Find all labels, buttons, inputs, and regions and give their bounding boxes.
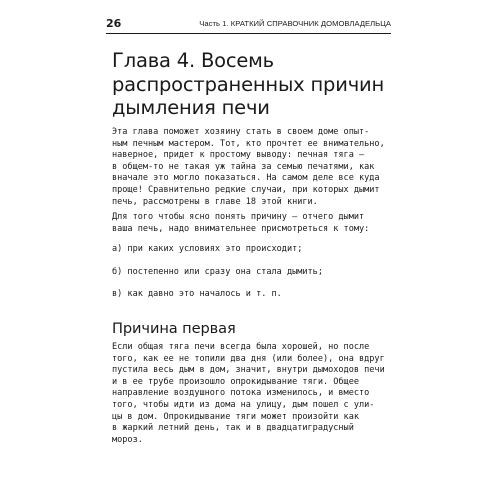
running-title: Часть 1. КРАТКИЙ СПРАВОЧНИК ДОМОВЛАДЕЛЬЦА (199, 19, 391, 28)
list-item-b: б) постепенно или сразу она стала дымить; (112, 267, 323, 277)
question-paragraph: Для того чтобы ясно понять причину — отчего дымит ваша печь, надо внимательнее присмотреться к тому: (112, 212, 370, 234)
list-item-c: в) как давно это началось и т. п. (112, 289, 282, 299)
running-header (106, 17, 391, 33)
chapter-title: Глава 4. Восемь распространенных причин дымления печи (112, 49, 385, 119)
list-item-a: а) при каких условиях это происходит; (112, 244, 303, 254)
intro-paragraph: Эта глава поможет хозяину стать в своем доме опыт- ным печным мастером. Тот, кто прочтет ее внимательно, наверное, придет к простому выводу: печная тяга — в общем-то не такая уж тайна за семью печатями, как вначале это могло показаться. На самом деле все куда проще! Сравнительно редкие случаи, при которых дымит печь, рассмотрены в главе 18 этой книги. (112, 127, 385, 207)
page-number: 26 (106, 17, 122, 30)
header-rule (106, 33, 391, 34)
section-paragraph: Если общая тяга печи всегда была хорошей, но после того, как ее не топили два дня (или более), она вдруг пустила весь дым в дом, значит, внутри дымоходов печи и в ее трубе произошло опрокидывание тяги. Общее направление воздушного потока изменилось, и вместо того, чтобы идти из дома на улицу, дым пошел с ули- цы в дом. Опрокидывание тяги может произойти как в жаркий летний день, так и в двадцатиградусный мороз. (112, 342, 385, 445)
section-title: Причина первая (112, 320, 236, 337)
